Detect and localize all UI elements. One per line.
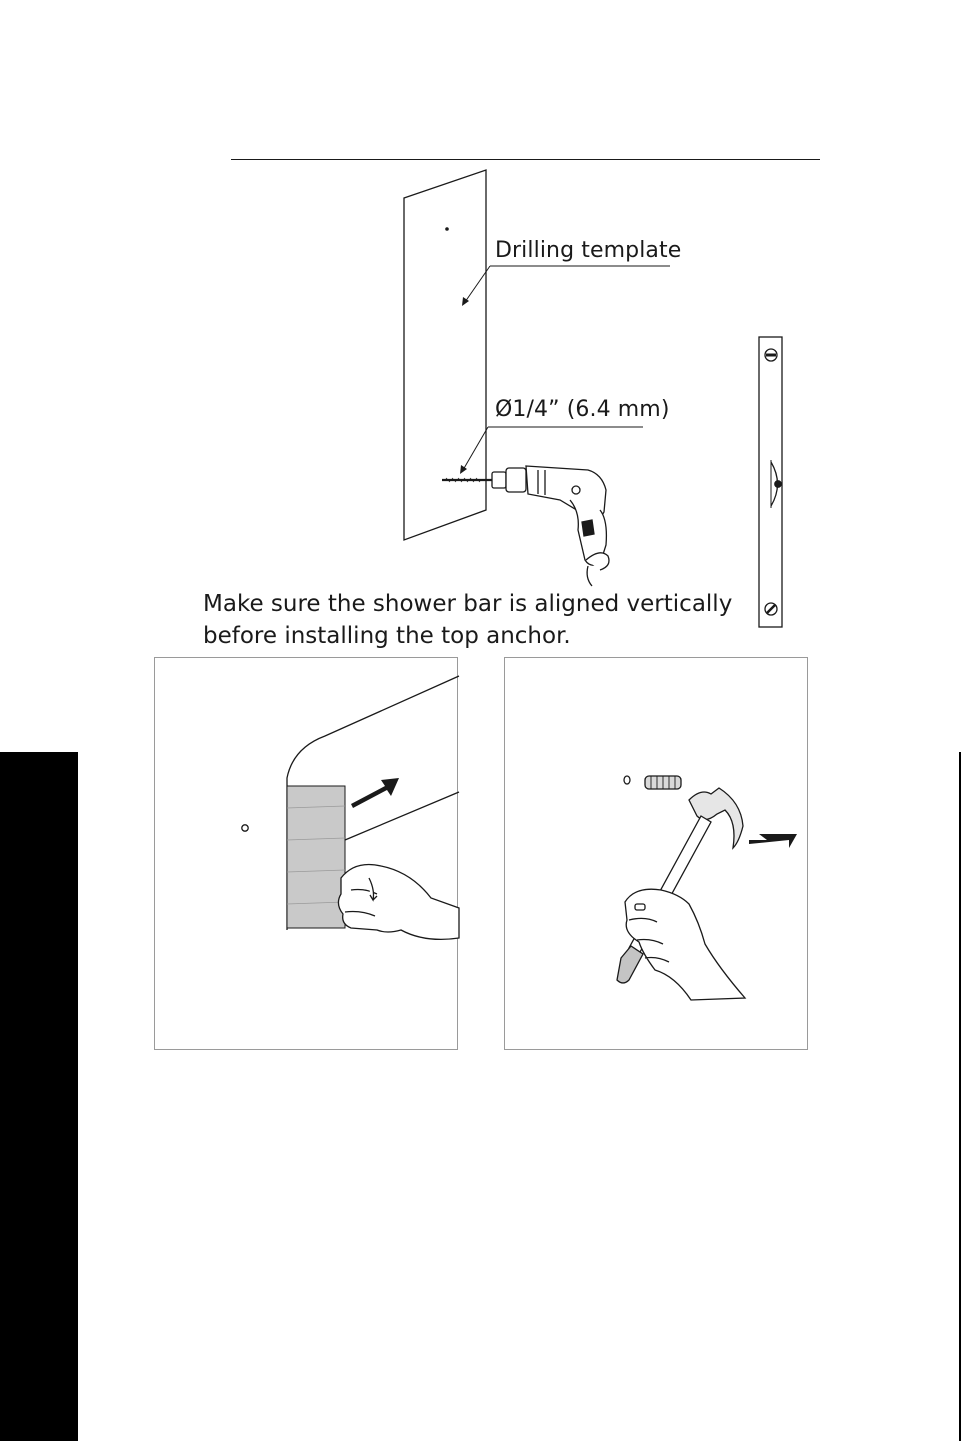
hole-mark (242, 825, 248, 831)
tape-strip-icon (287, 786, 345, 928)
peel-template-illustration (155, 658, 459, 1051)
hammer-anchor-illustration (505, 658, 809, 1051)
diameter-leader-arrow (460, 465, 467, 474)
hole-mark (624, 776, 630, 784)
drilling-illustration (0, 0, 961, 660)
instruction-line-1: Make sure the shower bar is aligned vertically (203, 591, 733, 617)
top-hole-mark (445, 227, 449, 231)
drilling-template-label: Drilling template (495, 238, 682, 263)
side-index-tab (0, 752, 78, 1441)
instruction-line-2: before installing the top anchor. (203, 623, 571, 649)
hand-icon (625, 889, 745, 1000)
pull-arrow-icon (351, 778, 399, 808)
diameter-leader-line (463, 427, 488, 470)
drill-diameter-label: Ø1/4” (6.4 mm) (495, 397, 670, 422)
wall-anchor-icon (645, 776, 681, 789)
spirit-level-icon (759, 337, 782, 627)
hand-icon (338, 865, 459, 940)
power-drill-icon (442, 466, 609, 586)
insert-anchor-panel (504, 657, 808, 1050)
drilling-template-sheet (404, 170, 486, 540)
strike-direction-arrow-icon (749, 834, 797, 848)
alignment-instruction (203, 588, 743, 652)
peel-template-panel (154, 657, 458, 1050)
